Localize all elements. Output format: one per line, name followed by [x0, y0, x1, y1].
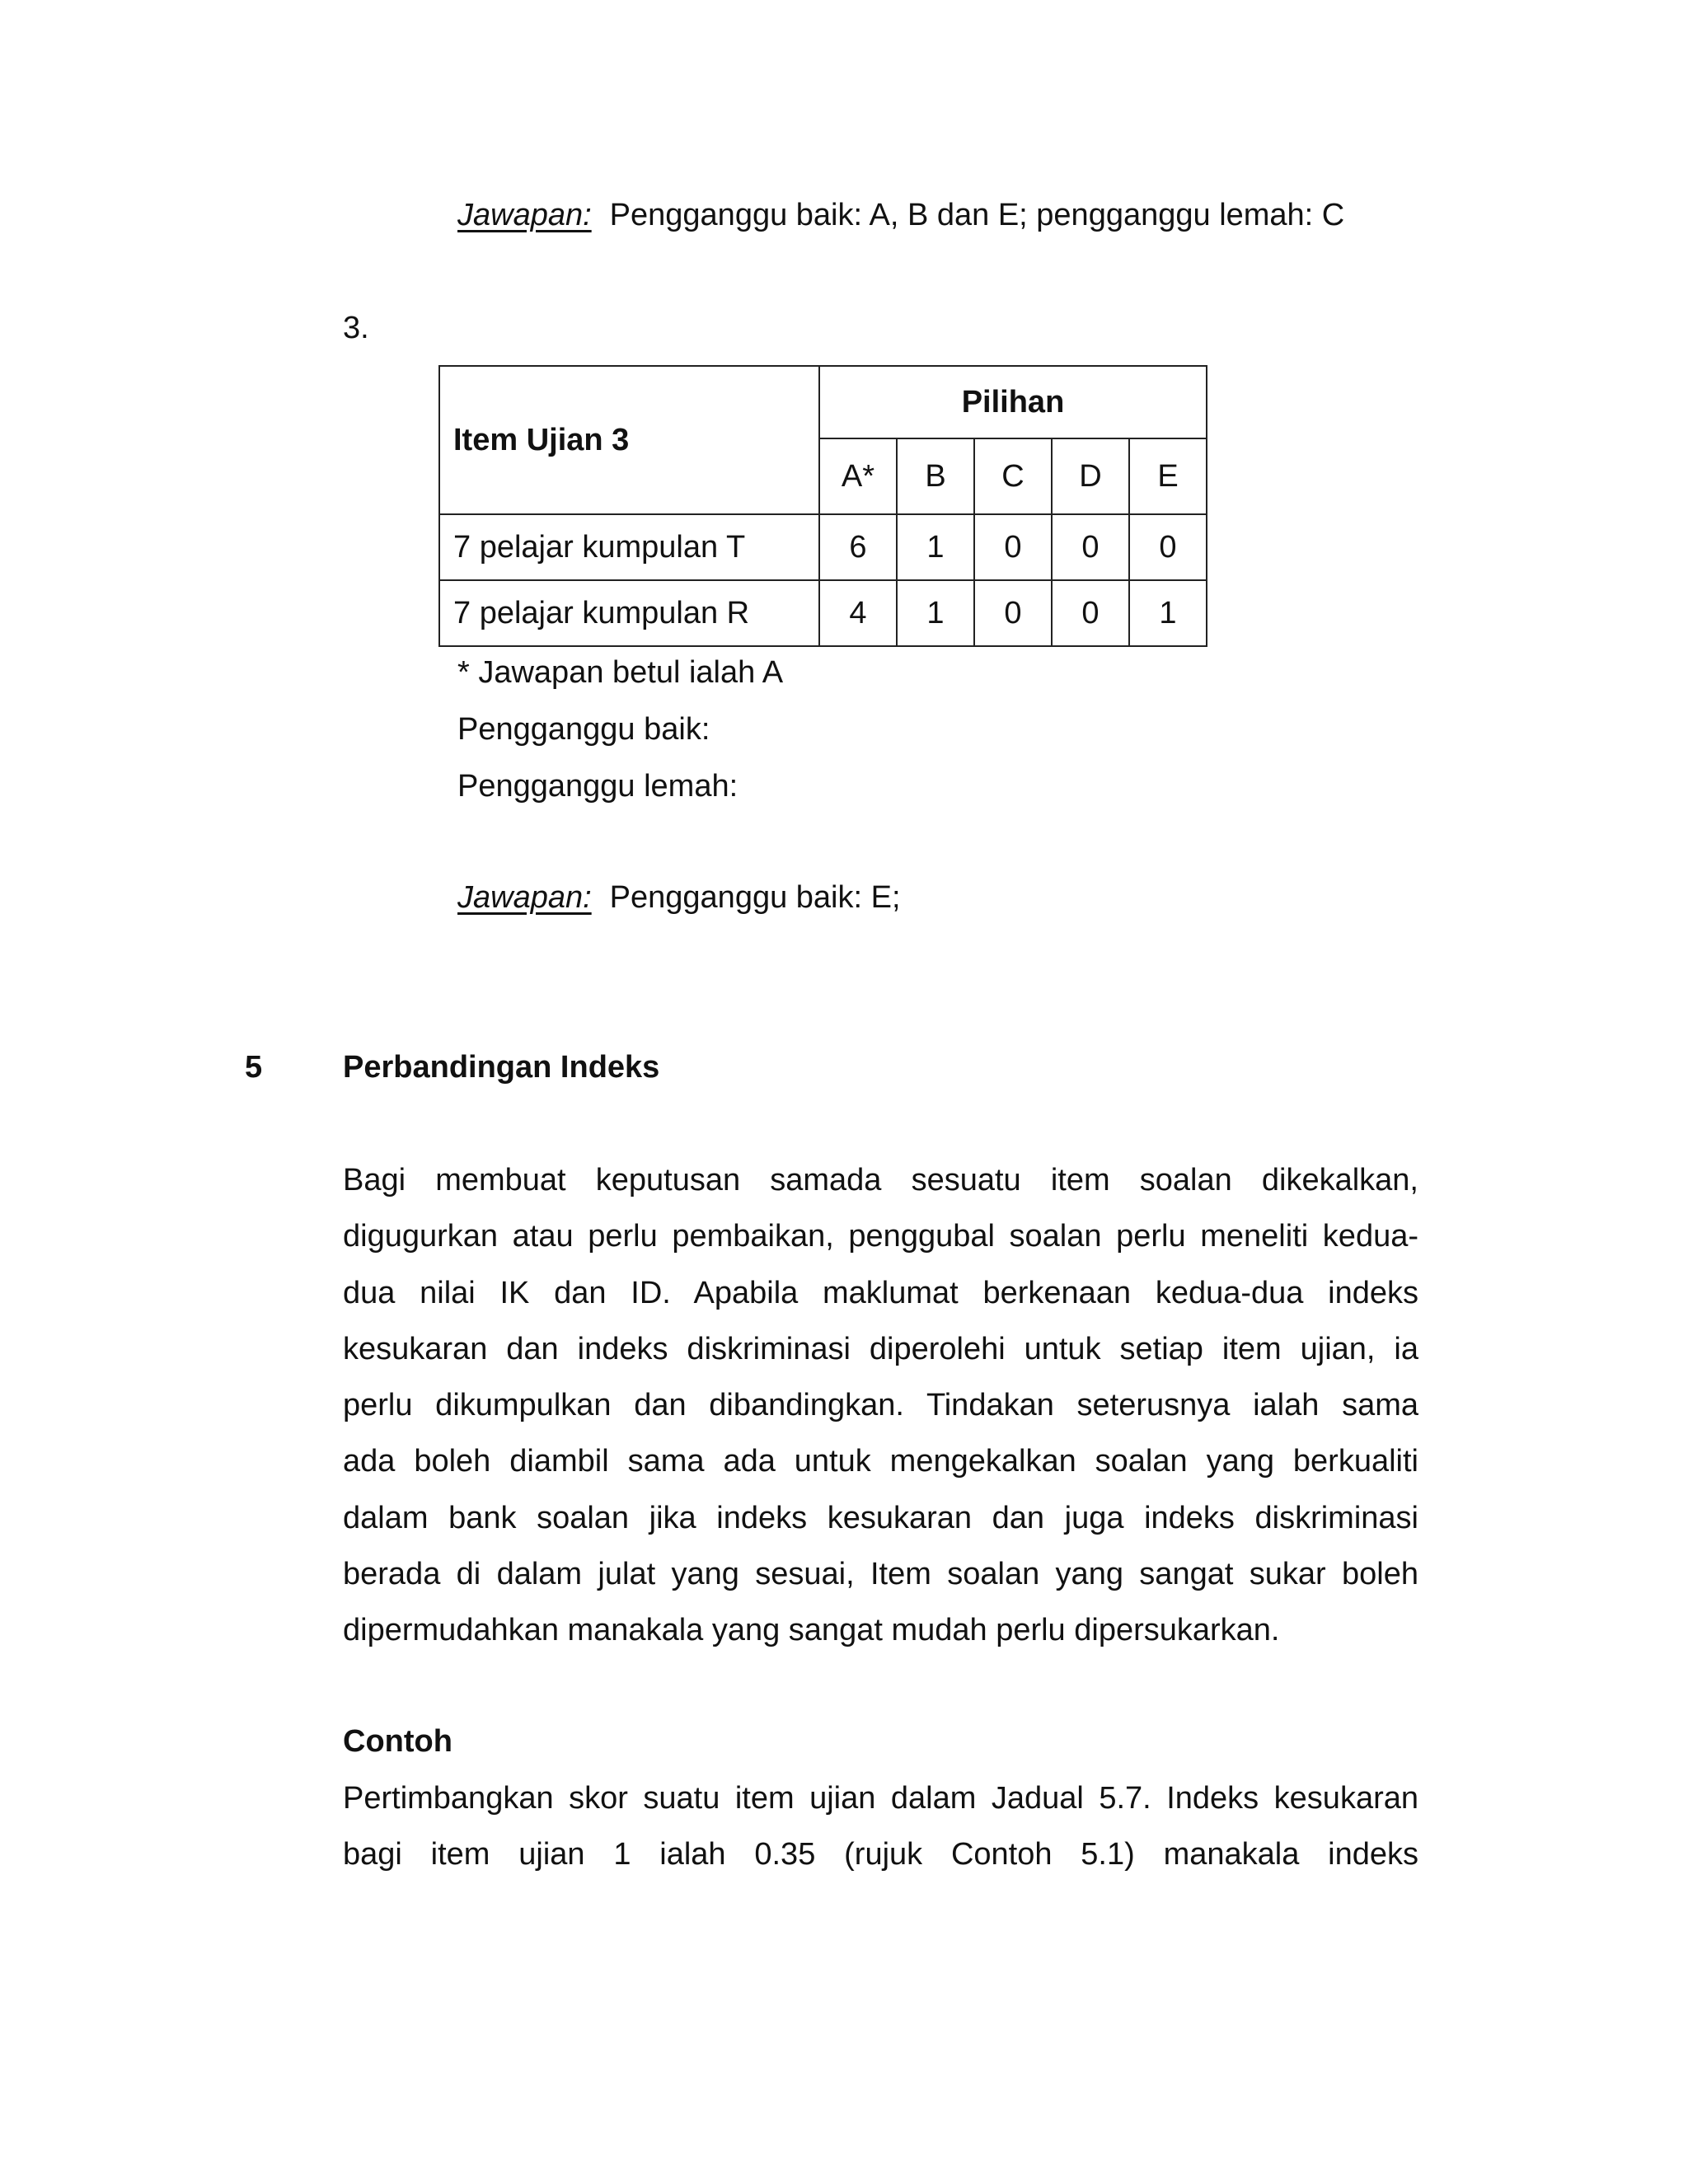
paragraph-line: Bagi membuat keputusan samada sesuatu item soalan dikekalkan,	[343, 1163, 1418, 1197]
paragraph-line: perlu dikumpulkan dan dibandingkan. Tindakan seterusnya ialah sama	[343, 1388, 1418, 1423]
example-heading: Contoh	[343, 1724, 452, 1759]
item-label-cell: Item Ujian 3	[439, 366, 819, 514]
question-number: 3.	[343, 311, 369, 345]
option-header-e: E	[1129, 438, 1207, 514]
cell-value: 0	[1129, 514, 1207, 580]
good-distractor-prompt: Pengganggu baik:	[457, 712, 710, 747]
answer-label: Jawapan:	[457, 198, 592, 232]
row-label: 7 pelajar kumpulan R	[439, 580, 819, 646]
paragraph-line: dua nilai IK dan ID. Apabila maklumat berkenaan kedua-dua indeks	[343, 1275, 1418, 1310]
paragraph-line: berada di dalam julat yang sesuai, Item soalan yang sangat sukar boleh	[343, 1557, 1418, 1592]
option-header-c: C	[974, 438, 1052, 514]
section-number: 5	[245, 1050, 263, 1085]
cell-value: 1	[897, 580, 974, 646]
options-header: Pilihan	[819, 366, 1207, 438]
weak-distractor-prompt: Pengganggu lemah:	[457, 769, 738, 804]
cell-value: 1	[1129, 580, 1207, 646]
cell-value: 6	[819, 514, 897, 580]
item-analysis-table	[438, 365, 1207, 647]
answer-text: Pengganggu baik: E;	[609, 880, 901, 915]
table-row	[439, 514, 1207, 580]
q2-answer	[457, 196, 1344, 234]
answer-text: Pengganggu baik: A, B dan E; pengganggu lemah: C	[609, 198, 1345, 232]
q3-answer	[457, 879, 901, 916]
answer-label: Jawapan:	[457, 880, 592, 915]
section-paragraph	[343, 1152, 1418, 1659]
cell-value: 0	[1052, 514, 1129, 580]
paragraph-line: Pertimbangkan skor suatu item ujian dalam Jadual 5.7. Indeks kesukaran	[343, 1781, 1418, 1816]
example-paragraph	[343, 1770, 1418, 1883]
cell-value: 0	[974, 514, 1052, 580]
cell-value: 1	[897, 514, 974, 580]
row-label: 7 pelajar kumpulan T	[439, 514, 819, 580]
paragraph-line: ada boleh diambil sama ada untuk mengekalkan soalan yang berkualiti	[343, 1444, 1418, 1479]
paragraph-line: dalam bank soalan jika indeks kesukaran dan juga indeks diskriminasi	[343, 1500, 1418, 1535]
correct-answer-note: * Jawapan betul ialah A	[457, 655, 784, 690]
option-header-b: B	[897, 438, 974, 514]
option-header-a: A*	[819, 438, 897, 514]
section-title: Perbandingan Indeks	[343, 1050, 660, 1085]
paragraph-line: digugurkan atau perlu pembaikan, penggubal soalan perlu meneliti kedua-	[343, 1219, 1418, 1254]
paragraph-line: kesukaran dan indeks diskriminasi diperolehi untuk setiap item ujian, ia	[343, 1331, 1418, 1366]
cell-value: 0	[974, 580, 1052, 646]
paragraph-line: dipermudahkan manakala yang sangat mudah perlu dipersukarkan.	[343, 1613, 1280, 1648]
table-row	[439, 580, 1207, 646]
paragraph-line: bagi item ujian 1 ialah 0.35 (rujuk Contoh 5.1) manakala indeks	[343, 1837, 1418, 1872]
cell-value: 4	[819, 580, 897, 646]
option-header-d: D	[1052, 438, 1129, 514]
cell-value: 0	[1052, 580, 1129, 646]
